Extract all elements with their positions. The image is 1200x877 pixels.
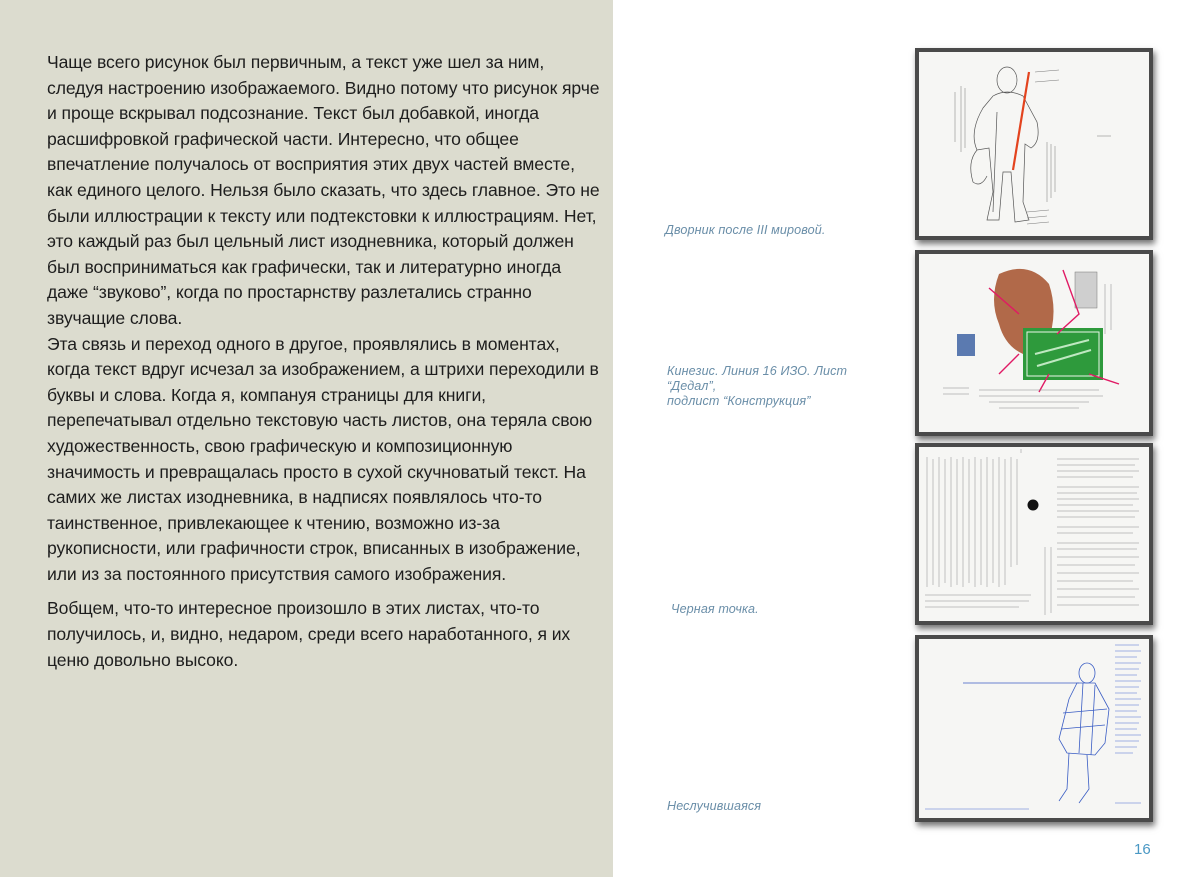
- caption-line: подлист “Конструкция”: [667, 394, 811, 408]
- caption-line: “Дедал”,: [667, 379, 717, 393]
- paragraph: Эта связь и переход одного в другое, проявлялись в моментах, когда текст вдруг исчезал за изображением, а штрихи переходили в буквы и слова. Когда я, компануя страницы для книги, перепечатывал отдельно текстовую часть листов, она теряла свою художественность, свою графическую и композиционную значимость и превращалась просто в сухой скучноватый текст. На самих же листах изодневника, в надписях появлялось что-то таинственное, привлекающее к чтению, возможно из-за рукописности, или графичности строк, вписанных в изображение, или из за постоянного присутствия самого изображения.: [47, 333, 599, 584]
- page-number: 16: [1134, 841, 1151, 858]
- woman-in-coat-image: [919, 639, 1149, 818]
- body-text: [47, 50, 602, 673]
- janitor-drawing-image: [919, 52, 1149, 236]
- paragraph: Вобщем, что-то интересное произошло в этих листах, что-то получилось, и, видно, недаром, среди всего наработанного, я их ценю довольно высоко.: [47, 598, 571, 670]
- caption-figure-3: Черная точка.: [671, 602, 759, 616]
- figure-neslucivshayasya: [915, 635, 1153, 822]
- caption-figure-4: Неслучившаяся: [667, 799, 762, 813]
- kinesis-collage-image: [919, 254, 1149, 432]
- figure-black-dot: [915, 443, 1153, 625]
- caption-figure-1: Дворник после III мировой.: [665, 223, 826, 237]
- black-dot-image: [919, 447, 1149, 621]
- figure-janitor-drawing: [915, 48, 1153, 240]
- caption-line: Кинезис. Линия 16 ИЗО. Лист: [667, 364, 848, 378]
- figure-kinesis-collage: [915, 250, 1153, 436]
- paragraph: Чаще всего рисунок был первичным, а текст уже шел за ним, следуя настроению изображаемого. Видно потому что рисунок ярче и проще вскрывал подсознание. Текст был добавкой, иногда расшифровкой графической части. Интересно, что общее впечатление получалось от восприятия этих двух частей вместе, как единого целого. Нельзя было сказать, что здесь главное. Это не были иллюстрации к тексту или подтекстовки к иллюстрациям. Нет, это каждый раз был цельный лист изодневника, который должен был восприниматься как графически, так и литературно иногда даже “звуково”, когда по простарнству разлетались странно звучащие слова.: [47, 52, 600, 328]
- caption-figure-2: [667, 364, 847, 409]
